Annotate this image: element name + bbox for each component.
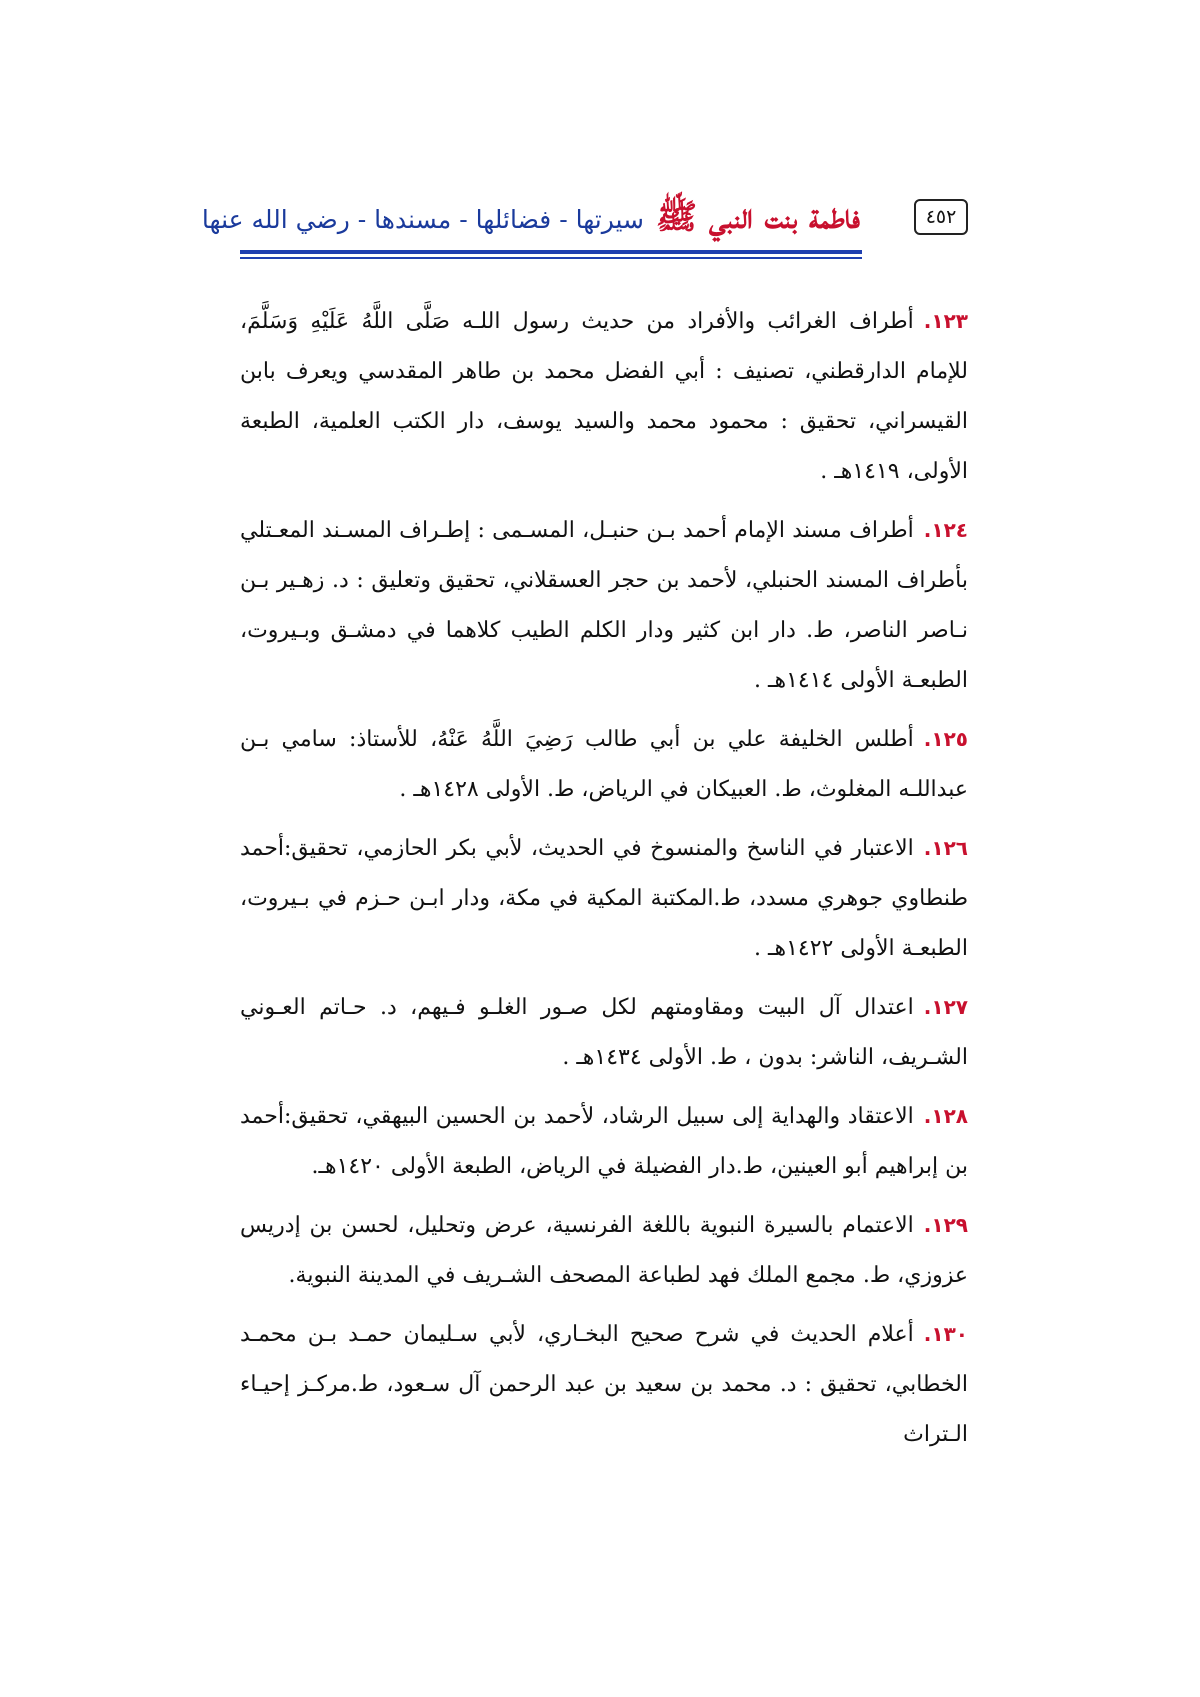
entry-text: أطراف مسند الإمام أحمد بـن حنبـل، المسـمى : إطـراف المسـند المعـتلي بأطراف المسند الحنبلي، لأحمد بن حجر العسقلاني، تحقيق وتعليق : د. زهـير بـن نـاصر الناصر، ط. دار ابن كثير ودار الكلم الطيب كلاهما في دمشـق وبـيروت، الطبعـة الأولى ١٤١٤هـ .: [240, 518, 968, 693]
entry-number: ١٢٣.: [923, 309, 968, 333]
entry-number: ١٢٤.: [923, 518, 968, 542]
entry-text: أعلام الحديث في شرح صحيح البخـاري، لأبي سـليمان حمـد بـن محمـد الخطابي، تحقيق : د. محمد بن سعيد بن عبد الرحمن آل سـعود، ط.مركـز إحيـاء الـتراث: [240, 1322, 969, 1447]
bibliography-entry-124: [240, 505, 968, 706]
bibliography-entry-126: [240, 823, 968, 974]
entry-text: الاعتبار في الناسخ والمنسوخ في الحديث، لأبي بكر الحازمي، تحقيق:أحمد طنطاوي جوهري مسدد، ط.المكتبة المكية في مكة، ودار ابـن حـزم في بـيروت، الطبعـة الأولى ١٤٢٢هـ .: [240, 836, 968, 961]
book-title-main: فاطمة بنت النبي ﷺ: [656, 197, 860, 237]
bibliography-entry-128: [240, 1091, 968, 1192]
entry-text: الاعتقاد والهداية إلى سبيل الرشاد، لأحمد بن الحسين البيهقي، تحقيق:أحمد بن إبراهيم أبو العينين، ط.دار الفضيلة في الرياض، الطبعة الأولى ١٤٢٠هـ.: [240, 1104, 968, 1179]
page-number: ٤٥٢: [914, 199, 968, 235]
bibliography-entry-127: [240, 982, 968, 1083]
bibliography-list: [240, 296, 968, 1468]
entry-number: ١٣٠.: [923, 1322, 969, 1346]
page-header: [201, 185, 968, 265]
bibliography-entry-125: [240, 714, 968, 815]
book-title-subtitle: سيرتها - فضائلها - مسندها - رضي الله عنها: [201, 205, 644, 234]
entry-number: ١٢٥.: [923, 727, 968, 751]
header-rule-thin: [240, 257, 862, 259]
entry-number: ١٢٧.: [923, 995, 968, 1019]
entry-text: الاعتمام بالسيرة النبوية باللغة الفرنسية، عرض وتحليل، لحسن بن إدريس عزوزي، ط. مجمع الملك فهد لطباعة المصحف الشـريف في المدينة النبوية.: [240, 1213, 968, 1288]
bibliography-entry-123: [240, 296, 968, 497]
entry-text: أطلس الخليفة علي بن أبي طالب رَضِيَ اللَّهُ عَنْهُ، للأستاذ: سامي بـن عبداللـه المغلوث، ط. العبيكان في الرياض، ط. الأولى ١٤٢٨هـ .: [240, 727, 968, 802]
header-rule-thick: [240, 250, 862, 254]
entry-number: ١٢٦.: [923, 836, 968, 860]
entry-text: أطراف الغرائب والأفراد من حديث رسول اللـه صَلَّى اللَّهُ عَلَيْهِ وَسَلَّمَ، للإمام الدارقطني، تصنيف : أبي الفضل محمد بن طاهر المقدسي ويعرف بابن القيسراني، تحقيق : محمود محمد والسيد يوسف، دار الكتب العلمية، الطبعة الأولى، ١٤١٩هـ .: [240, 309, 968, 484]
entry-text: اعتدال آل البيت ومقاومتهم لكل صـور الغلـو فـيهم، د. حـاتم العـوني الشـريف، الناشر: بدون ، ط. الأولى ١٤٣٤هـ .: [240, 995, 968, 1070]
bibliography-entry-130: [240, 1309, 968, 1460]
book-title: [201, 185, 860, 249]
entry-number: ١٢٩.: [923, 1213, 968, 1237]
bibliography-entry-129: [240, 1200, 968, 1301]
entry-number: ١٢٨.: [923, 1104, 968, 1128]
